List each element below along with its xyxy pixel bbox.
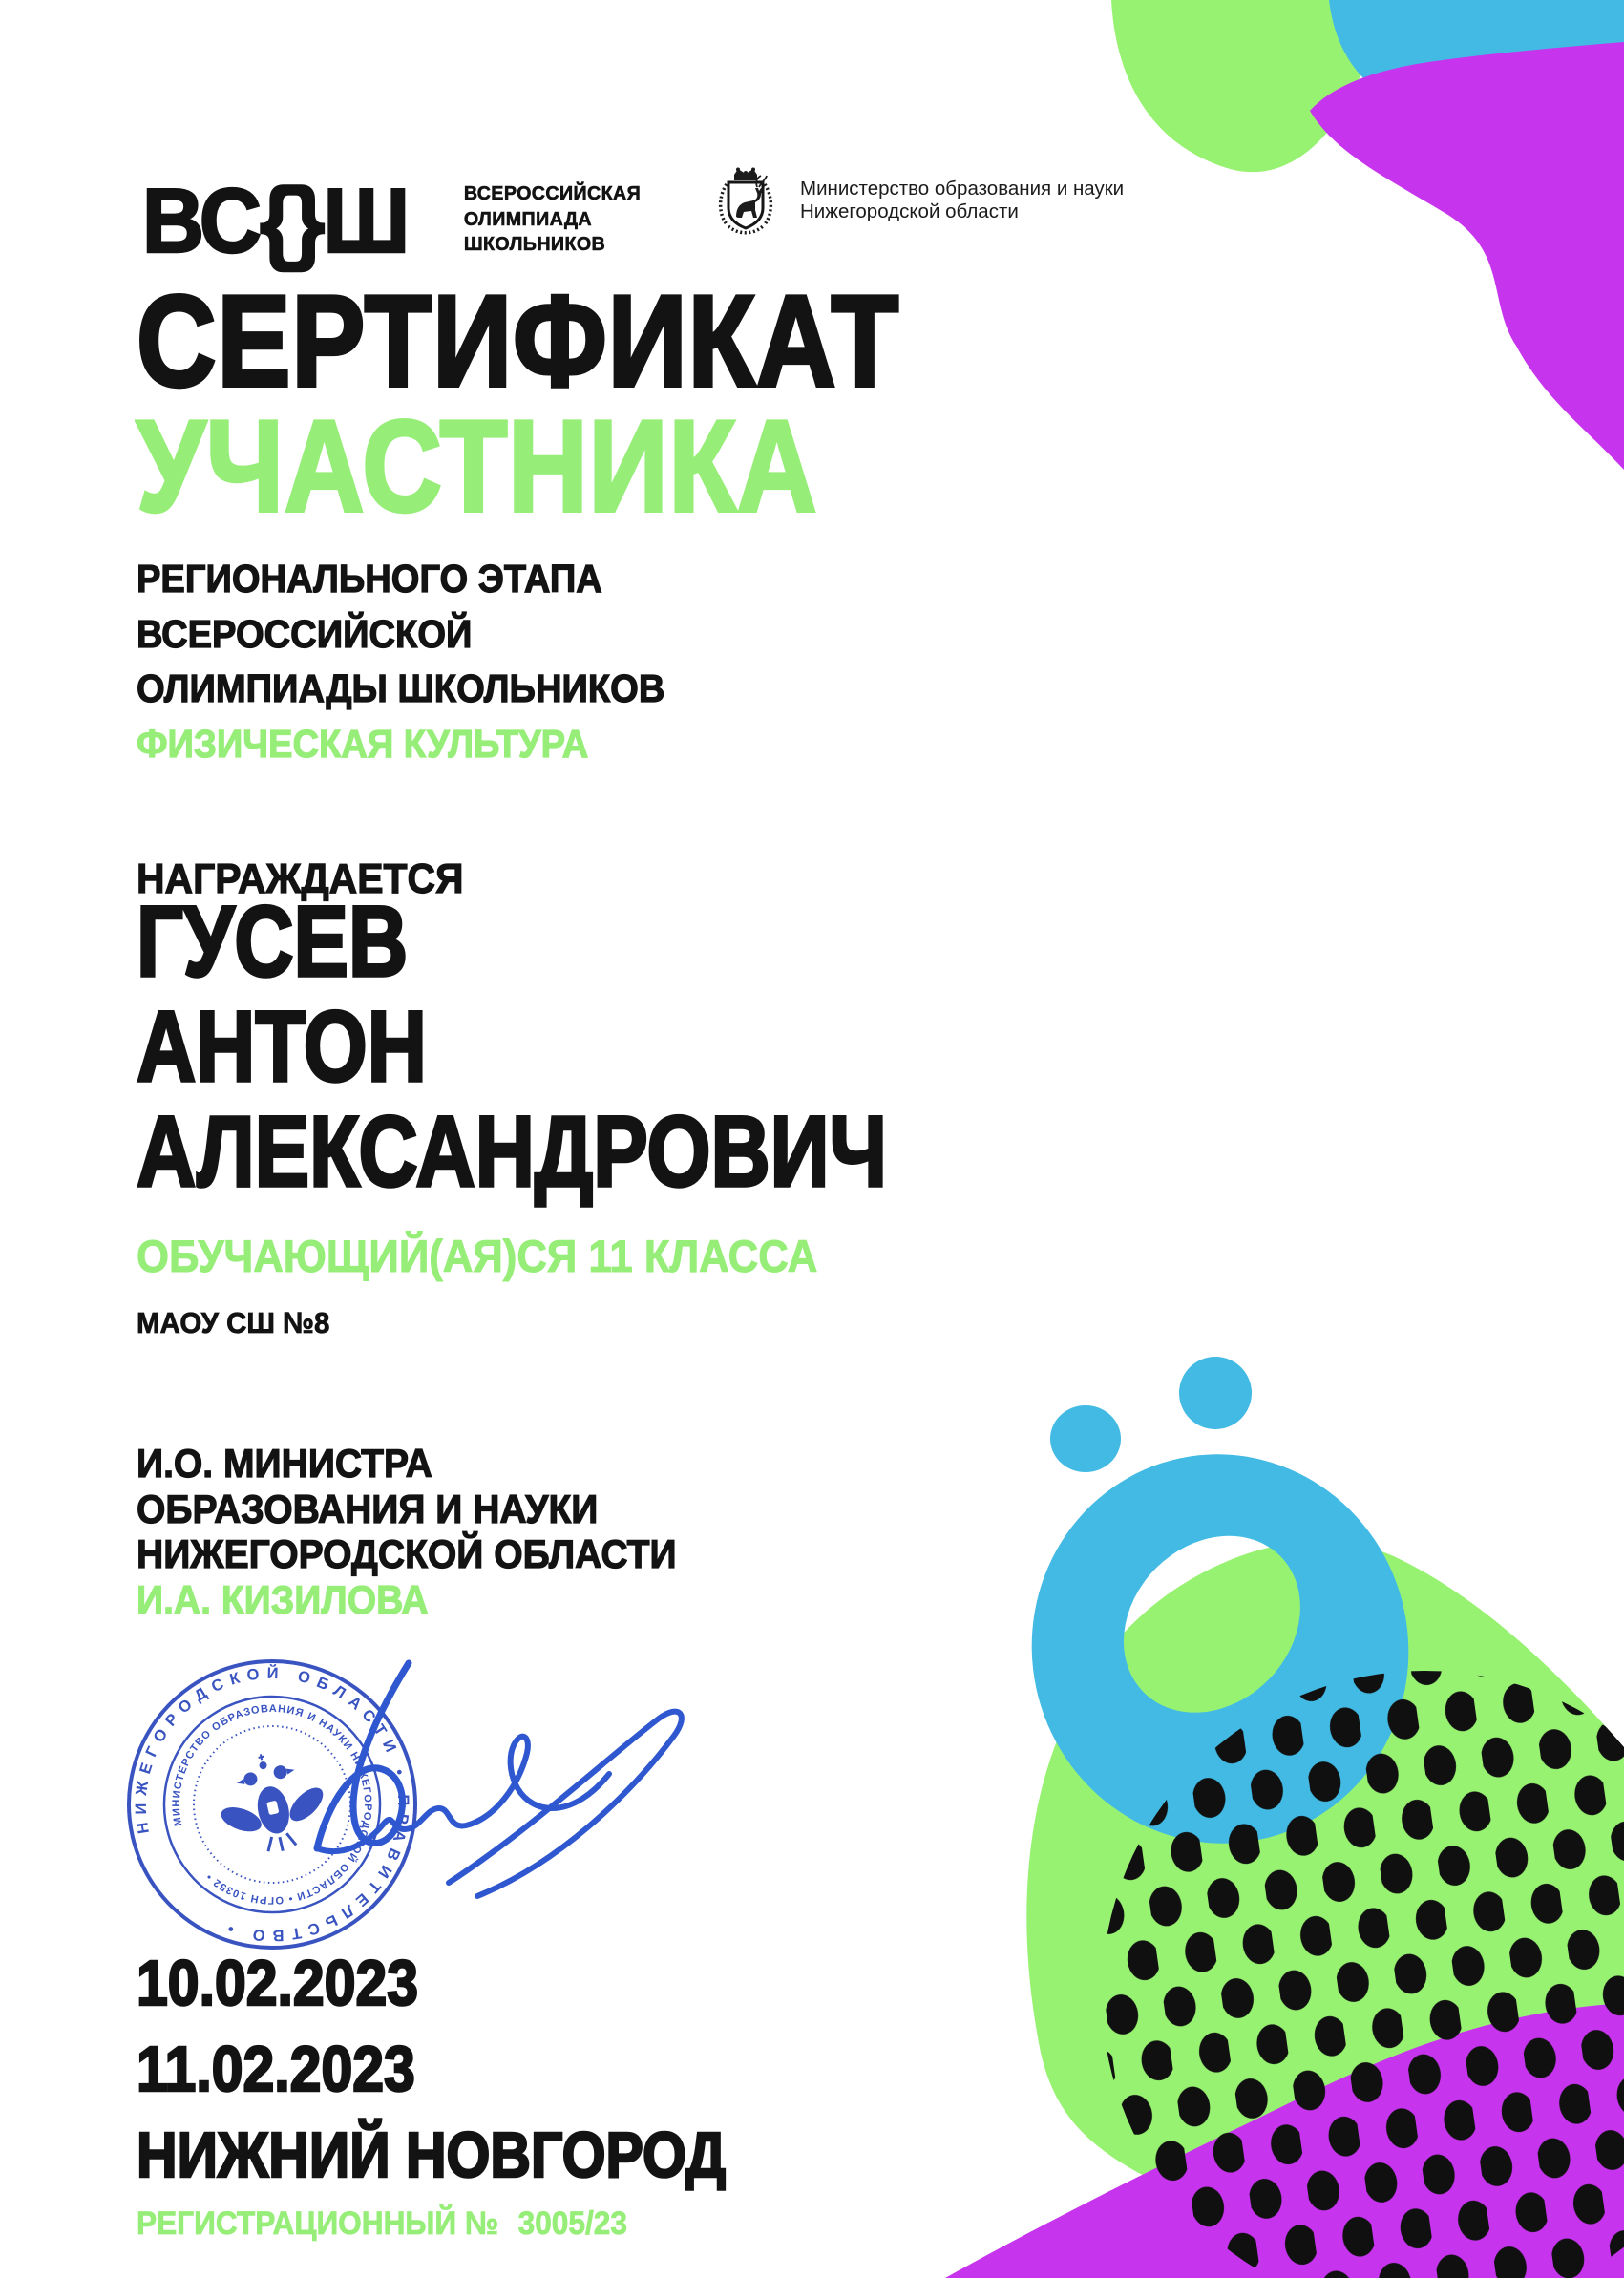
signatory-name: И.А. КИЗИЛОВА: [137, 1576, 429, 1622]
certificate-title: [137, 268, 900, 538]
logo-caption-line: ВСЕРОССИЙСКАЯ: [463, 182, 642, 204]
vsosh-logo: ВС{}Ш: [141, 170, 409, 272]
signatory-position-line: ОБРАЗОВАНИЯ И НАУКИ: [137, 1486, 599, 1531]
logo-caption-line: ОЛИМПИАДА: [463, 207, 592, 230]
ministry-caption: [800, 178, 1124, 222]
awardee-last-name: ГУСЕВ: [137, 886, 409, 998]
ministry-coat-of-arms-icon: [714, 167, 777, 238]
award-label: НАГРАЖДАЕТСЯ: [137, 855, 464, 902]
bottom-right-blob-group: [945, 1357, 1624, 2278]
event-date-start: 10.02.2023: [137, 1948, 419, 2019]
small-blue-dot-right: [1179, 1357, 1252, 1429]
awardee-name: [137, 886, 888, 1208]
title-line-participant: УЧАСТНИКА: [137, 393, 818, 538]
subtitle-line: ОЛИМПИАДЫ ШКОЛЬНИКОВ: [137, 666, 665, 710]
ministry-caption-line: Министерство образования и науки: [800, 178, 1125, 200]
stamp-inner-text: МИНИСТЕРСТВО ОБРАЗОВАНИЯ И НАУКИ НИЖЕГОРОДСКОЙ ОБЛАСТИ • ОГРН 10352 •: [170, 1702, 374, 1907]
registration-label: РЕГИСТРАЦИОННЫЙ №: [137, 2205, 499, 2242]
signatory-position-line: И.О. МИНИСТРА: [137, 1441, 432, 1486]
awardee-middle-name: АЛЕКСАНДРОВИЧ: [137, 1096, 888, 1208]
registration-number: 3005/23: [517, 2205, 627, 2242]
ministry-caption-line: Нижегородской области: [800, 200, 1019, 222]
subtitle-line: ВСЕРОССИЙСКОЙ: [137, 611, 473, 656]
top-right-blob-group: [1111, 0, 1624, 470]
student-class-line: ОБУЧАЮЩИЙ(АЯ)СЯ 11 КЛАССА: [137, 1231, 818, 1281]
footer-dates-city: [137, 1941, 726, 2199]
vsosh-logo-caption: [464, 181, 641, 258]
signature: [317, 1663, 682, 1896]
subtitle-line: РЕГИОНАЛЬНОГО ЭТАПА: [137, 557, 602, 601]
subtitle-block: [137, 552, 664, 771]
title-line-certificate: СЕРТИФИКАТ: [137, 268, 900, 413]
signatory-position-line: НИЖЕГОРОДСКОЙ ОБЛАСТИ: [137, 1531, 677, 1576]
event-date-end: 11.02.2023: [137, 2034, 415, 2105]
logo-caption-line: ШКОЛЬНИКОВ: [463, 233, 606, 255]
stamp-outer-text: НИЖЕГОРОДСКОЙ ОБЛАСТИ • ПРАВИТЕЛЬСТВО •: [132, 1664, 412, 1945]
subject-line: ФИЗИЧЕСКАЯ КУЛЬТУРА: [137, 721, 589, 766]
event-city: НИЖНИЙ НОВГОРОД: [137, 2120, 727, 2191]
top-magenta-blob: [1310, 42, 1624, 470]
registration-line: [137, 2205, 627, 2243]
signatory-block: [137, 1441, 677, 1622]
awardee-first-name: АНТОН: [137, 991, 427, 1103]
school-name: МАОУ СШ №8: [137, 1306, 330, 1339]
small-blue-dot-left: [1050, 1405, 1121, 1472]
